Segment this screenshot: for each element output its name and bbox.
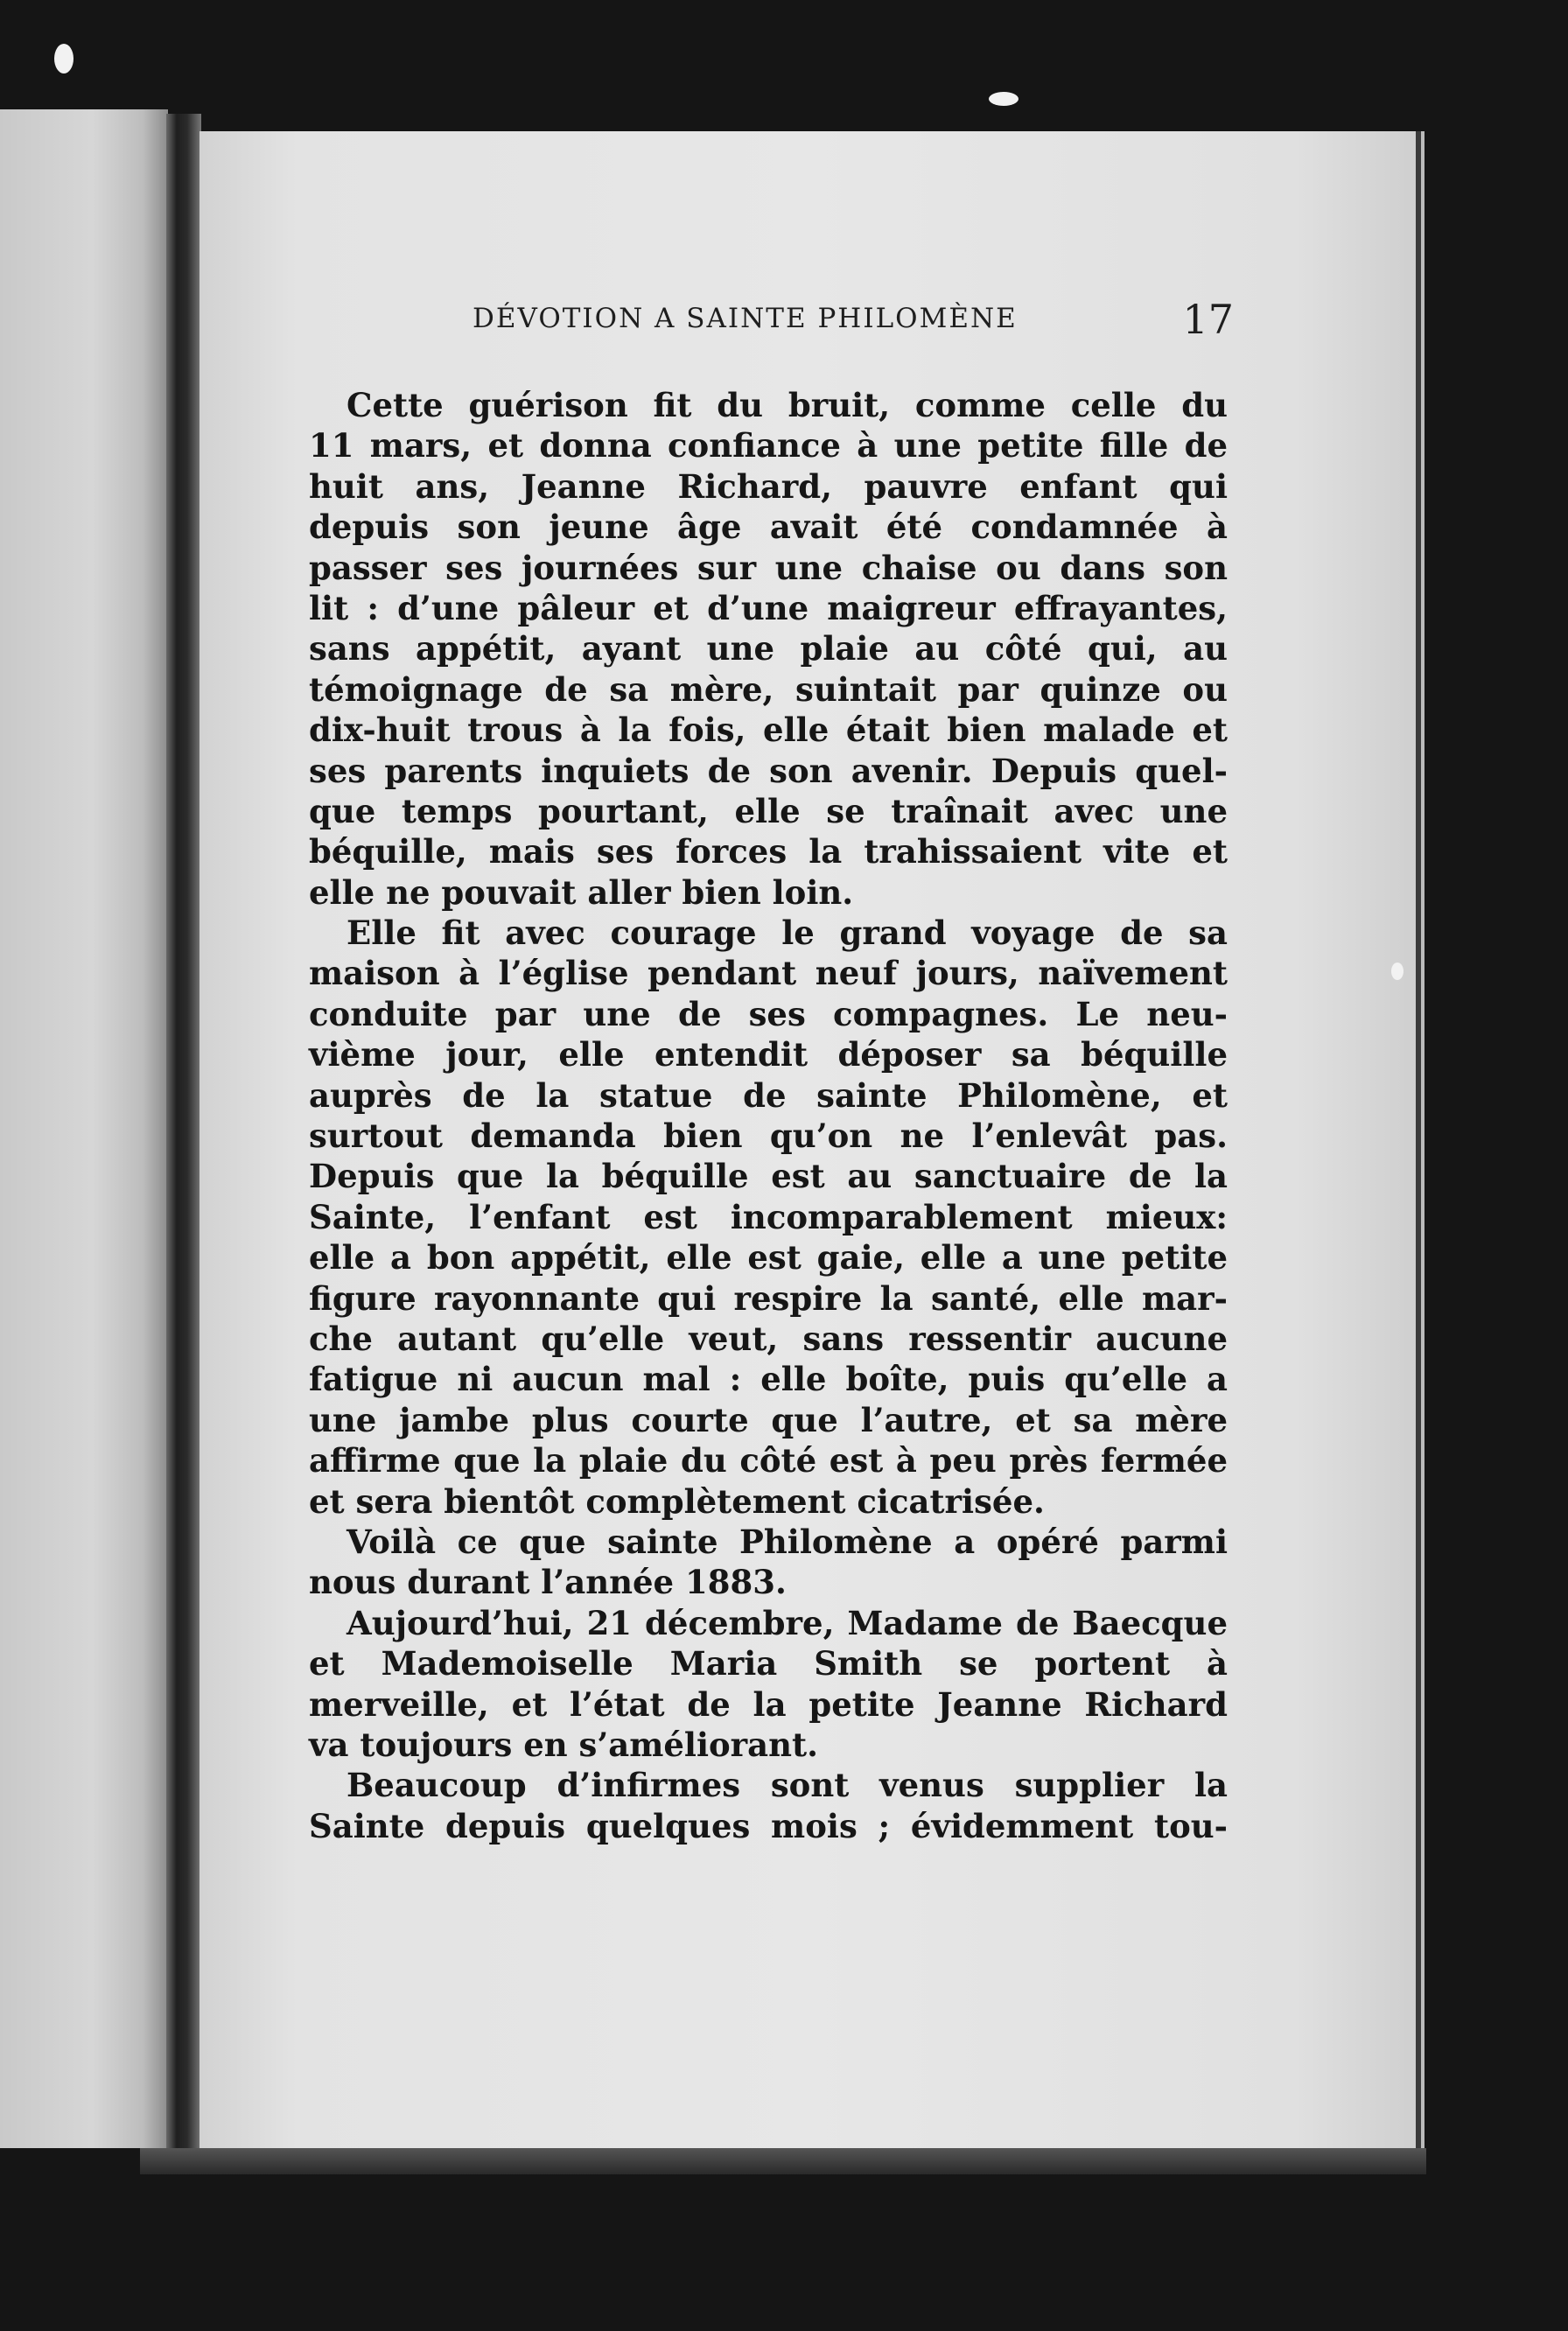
text-line: va toujours en s’améliorant. <box>309 1725 819 1764</box>
text-line: depuis son jeune âge avait été condamnée à <box>309 508 1228 547</box>
text-line: vième jour, elle entendit déposer sa béquille <box>309 1035 1228 1074</box>
text-line: témoignage de sa mère, suintait par quinze ou <box>309 669 1228 709</box>
text-line: surtout demanda bien qu’on ne l’enlevât pas. <box>309 1116 1228 1156</box>
dust-speck <box>989 92 1018 106</box>
text-line: Elle fit avec courage le grand voyage de sa <box>346 914 1228 953</box>
text-line: Sainte depuis quelques mois ; évidemment tou- <box>309 1806 1228 1845</box>
text-line: affirme que la plaie du côté est à peu près fermée <box>309 1441 1228 1480</box>
dust-speck <box>54 44 74 74</box>
text-line: béquille, mais ses forces la trahissaient vite et <box>309 832 1228 872</box>
text-line: fatigue ni aucun mal : elle boîte, puis qu’elle a <box>309 1360 1228 1399</box>
text-line: Cette guérison fit du bruit, comme celle du <box>346 386 1228 424</box>
text-line: et sera bientôt complètement cicatrisée. <box>309 1481 1045 1521</box>
page-bottom-edge <box>140 2148 1426 2174</box>
text-line: Depuis que la béquille est au sanctuaire de la <box>309 1157 1228 1196</box>
running-title: DÉVOTION A SAINTE PHILOMÈNE <box>472 303 1018 334</box>
left-page-edge <box>0 109 168 2148</box>
text-line: huit ans, Jeanne Richard, pauvre enfant qui <box>309 466 1228 506</box>
text-line: Beaucoup d’infirmes sont venus supplier la <box>346 1766 1228 1805</box>
text-line: sans appétit, ayant une plaie au côté qui, au <box>309 629 1228 668</box>
text-line: et Mademoiselle Maria Smith se portent à <box>309 1644 1228 1684</box>
text-line: auprès de la statue de sainte Philomène, et <box>309 1075 1228 1115</box>
text-line: figure rayonnante qui respire la santé, elle mar- <box>309 1278 1228 1318</box>
text-line: une jambe plus courte que l’autre, et sa mère <box>309 1400 1228 1439</box>
text-line: nous durant l’année 1883. <box>309 1563 787 1602</box>
running-head <box>472 296 1234 348</box>
text-line: lit : d’une pâleur et d’une maigreur effrayantes, <box>309 588 1228 627</box>
dust-speck <box>1391 962 1404 980</box>
text-line: dix-huit trous à la fois, elle était bien malade et <box>309 710 1228 750</box>
body-text <box>309 385 1228 1846</box>
text-line: Sainte, l’enfant est incomparablement mieux: <box>309 1197 1228 1236</box>
text-line: che autant qu’elle veut, sans ressentir aucune <box>309 1319 1228 1358</box>
text-line: merveille, et l’état de la petite Jeanne Richard <box>309 1684 1228 1724</box>
book-gutter <box>166 114 201 2152</box>
text-line: ses parents inquiets de son avenir. Depuis quel- <box>309 751 1228 790</box>
text-line: maison à l’église pendant neuf jours, naïvement <box>309 954 1228 993</box>
text-line: elle a bon appétit, elle est gaie, elle a une petite <box>309 1238 1228 1278</box>
text-line: 11 mars, et donna confiance à une petite fille de <box>309 426 1228 466</box>
page-number: 17 <box>1182 296 1234 343</box>
text-line: elle ne pouvait aller bien loin. <box>309 872 854 912</box>
text-line: passer ses journées sur une chaise ou dans son <box>309 548 1228 587</box>
text-line: que temps pourtant, elle se traînait avec une <box>309 791 1228 830</box>
text-line: conduite par une de ses compagnes. Le neu- <box>309 994 1228 1033</box>
text-line: Aujourd’hui, 21 décembre, Madame de Baecque <box>346 1603 1228 1642</box>
text-line: Voilà ce que sainte Philomène a opéré parmi <box>346 1522 1228 1561</box>
